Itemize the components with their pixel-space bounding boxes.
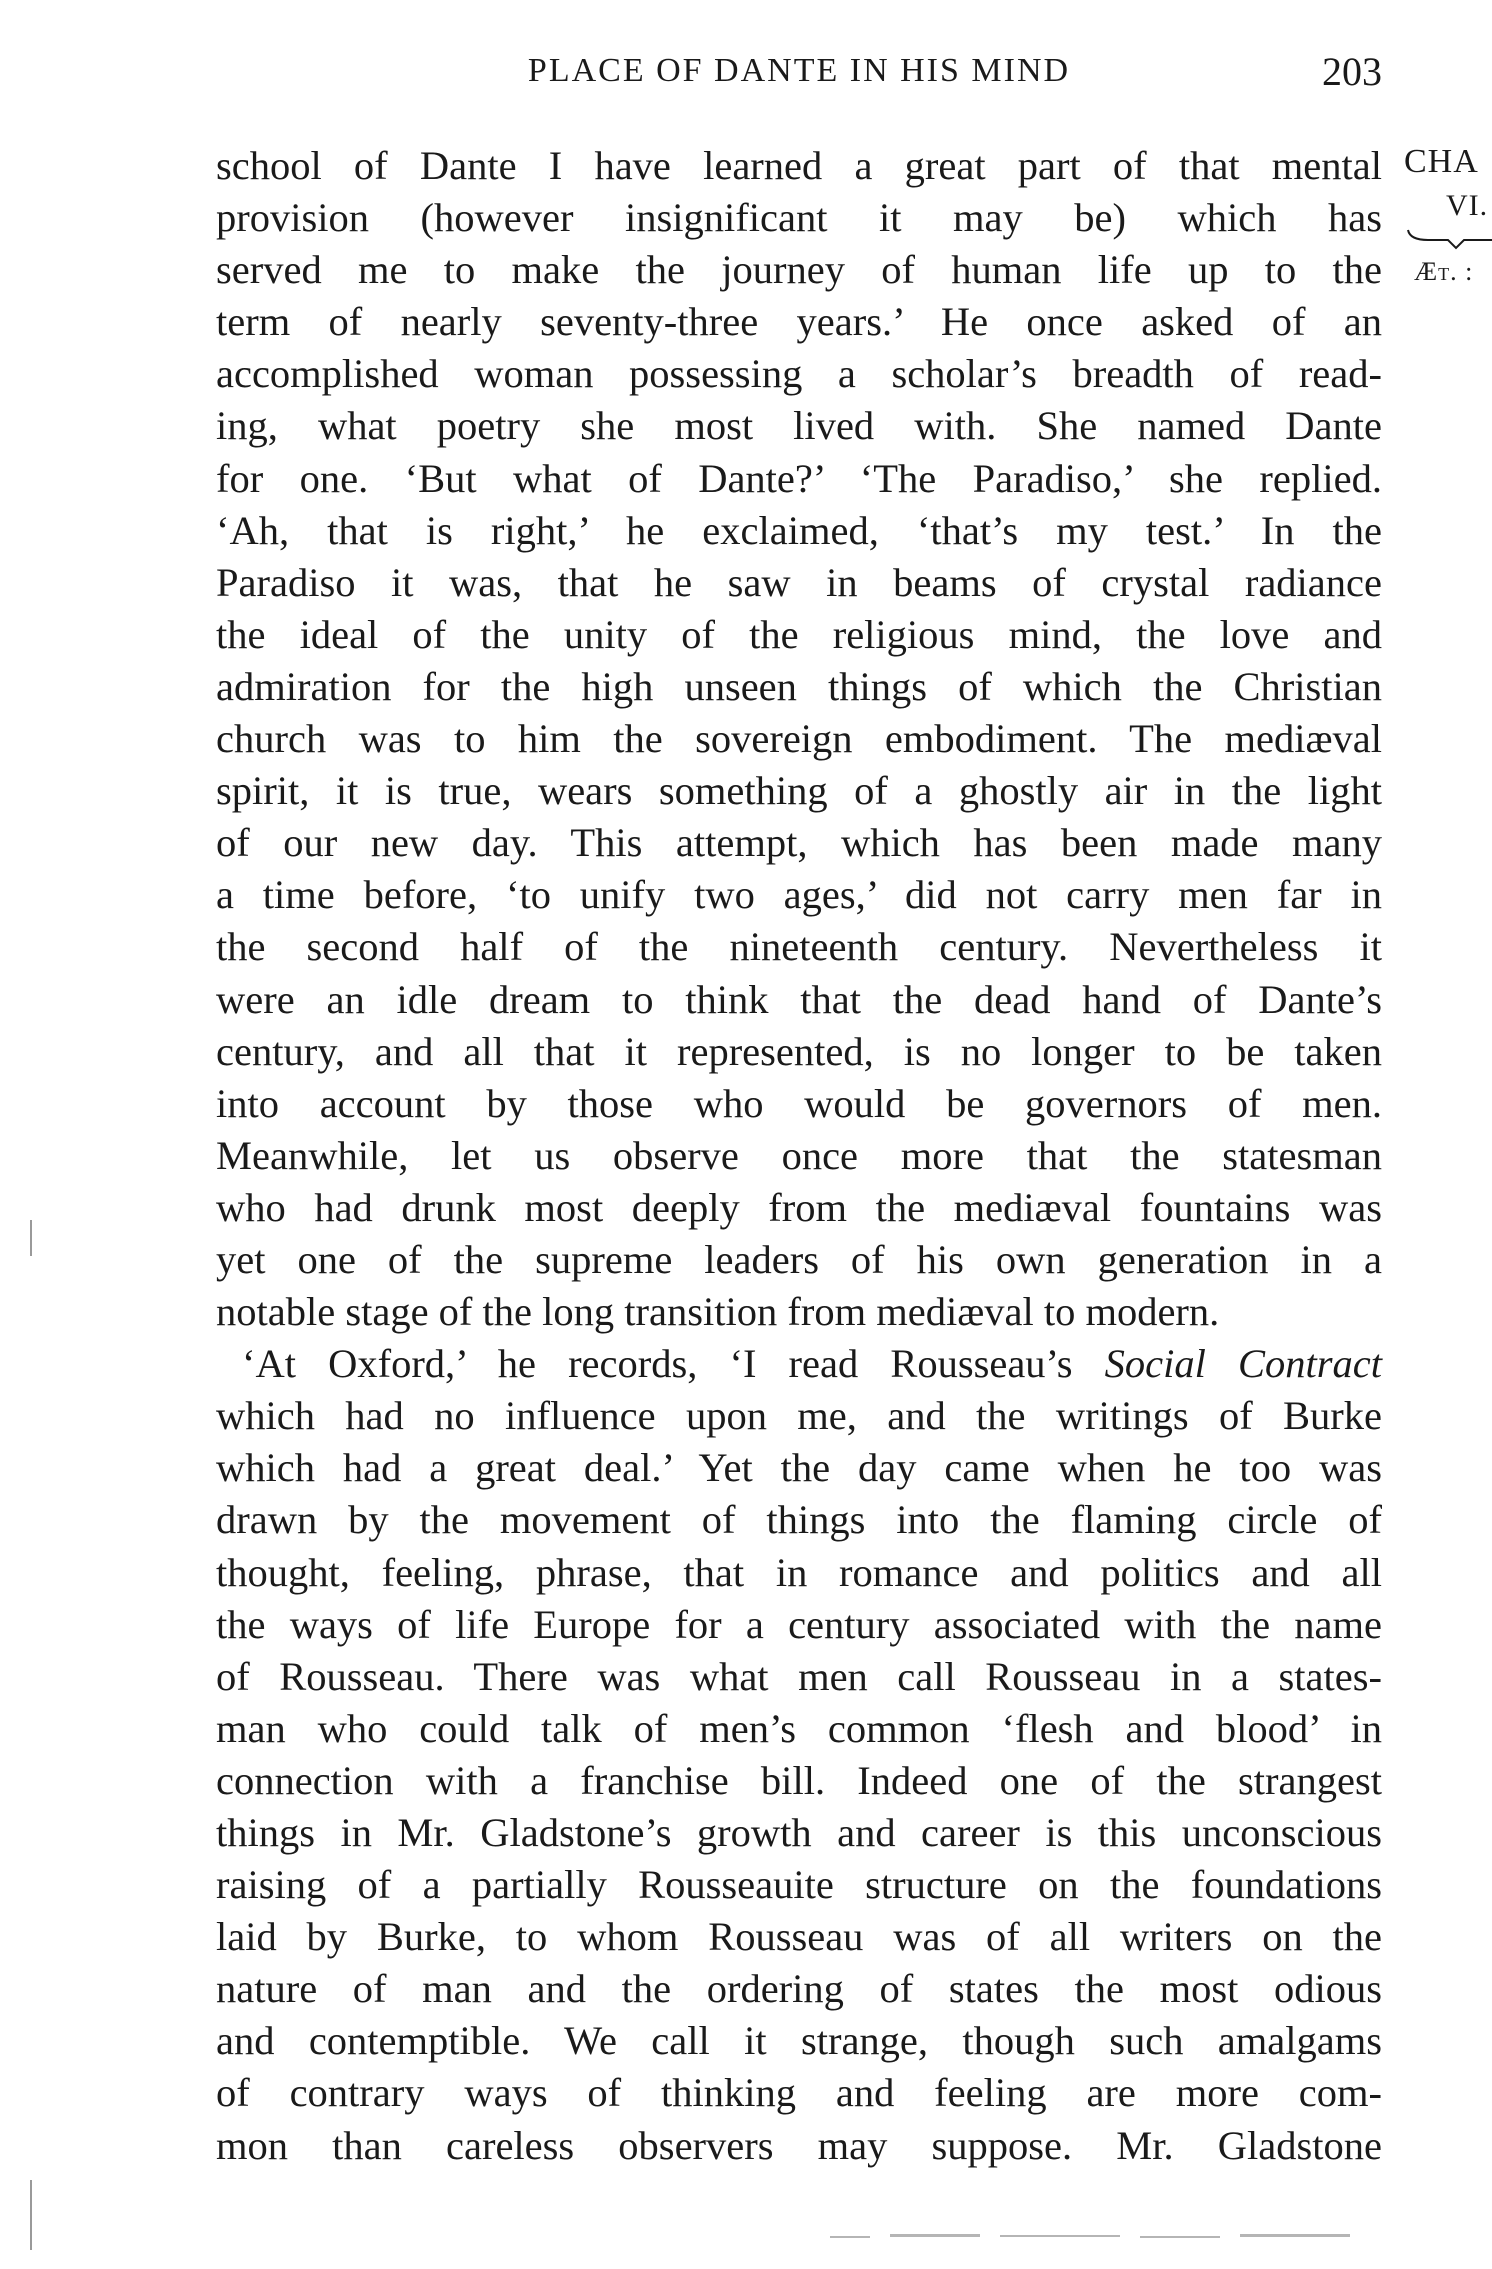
text-line: connection with a franchise bill. Indeed one of the strangest [216, 1757, 1382, 1803]
text-line-start: ‘At Oxford,’ he records, ‘I read Rousseau’s [242, 1341, 1073, 1387]
text-line: of Rousseau. There was what men call Rousseau in a states- [216, 1653, 1382, 1699]
text-line: thought, feeling, phrase, that in romance and politics and all [216, 1549, 1382, 1595]
text-line: which had a great deal.’ Yet the day came when he too was [216, 1445, 1382, 1491]
text-line: nature of man and the ordering of states the most odious [216, 1966, 1382, 2012]
text-line: were an idle dream to think that the dead hand of Dante’s [216, 976, 1382, 1022]
text-line: raising of a partially Rousseauite structure on the foundations [216, 1862, 1382, 1908]
text-line: admiration for the high unseen things of which the Christian [216, 663, 1382, 709]
text-line: school of Dante I have learned a great part of that mental [216, 143, 1382, 188]
text-line: provision (however insignificant it may be) which has [216, 195, 1382, 241]
running-title: PLACE OF DANTE IN HIS MIND [527, 52, 1071, 89]
margin-chapter-label: CHA [1404, 143, 1479, 180]
page-number: 203 [1322, 49, 1382, 94]
text-line-with-title [216, 1338, 1382, 1390]
text-line: and contemptible. We call it strange, though such amalgams [216, 2018, 1382, 2064]
text-line: a time before, ‘to unify two ages,’ did not carry men far in [216, 872, 1382, 918]
margin-age-label: Æt. : [1414, 257, 1474, 286]
margin-note [1404, 140, 1492, 294]
text-line: term of nearly seventy-three years.’ He once asked of an [216, 299, 1382, 345]
text-line: church was to him the sovereign embodiment. The mediæval [216, 716, 1382, 762]
text-line: into account by those who would be governors of men. [216, 1080, 1382, 1126]
text-line: the second half of the nineteenth century. Nevertheless it [216, 924, 1382, 970]
text-line: the ideal of the unity of the religious mind, the love and [216, 611, 1382, 657]
text-line: which had no influence upon me, and the writings of Burke [216, 1393, 1382, 1439]
text-line: the ways of life Europe for a century associated with the name [216, 1601, 1382, 1647]
text-line: ing, what poetry she most lived with. She named Dante [216, 403, 1382, 449]
text-line: things in Mr. Gladstone’s growth and career is this unconscious [216, 1810, 1382, 1855]
text-line: accomplished woman possessing a scholar’s breadth of read- [216, 351, 1382, 397]
text-line: Paradiso it was, that he saw in beams of crystal radiance [216, 559, 1382, 605]
book-title: Social Contract [1104, 1341, 1382, 1387]
gutter-mark [30, 1220, 32, 1256]
page-header [216, 49, 1382, 96]
text-line: Meanwhile, let us observe once more that the statesman [216, 1132, 1382, 1178]
gutter-mark [30, 2180, 32, 2250]
text-line: of contrary ways of thinking and feeling are more com- [216, 2070, 1382, 2116]
text-line: mon than careless observers may suppose. Mr. Gladstone [216, 2122, 1382, 2168]
text-line: yet one of the supreme leaders of his own generation in a [216, 1236, 1382, 1282]
brace-icon [1404, 228, 1492, 250]
text-line: century, and all that it represented, is no longer to be taken [216, 1028, 1382, 1074]
margin-chapter-number: VI. [1446, 189, 1489, 222]
print-specks [820, 2224, 1380, 2248]
text-line: laid by Burke, to whom Rousseau was of all writers on the [216, 1914, 1382, 1960]
text-line: for one. ‘But what of Dante?’ ‘The Paradiso,’ she replied. [216, 455, 1382, 501]
text-line: who had drunk most deeply from the mediæval fountains was [216, 1184, 1382, 1230]
text-line: served me to make the journey of human life up to the [216, 247, 1382, 293]
text-line: spirit, it is true, wears something of a ghostly air in the light [216, 768, 1382, 814]
text-line: notable stage of the long transition from mediæval to modern. [216, 1289, 1220, 1335]
text-line: of our new day. This attempt, which has been made many [216, 820, 1382, 866]
text-line: man who could talk of men’s common ‘flesh and blood’ in [216, 1705, 1382, 1751]
text-line: ‘Ah, that is right,’ he exclaimed, ‘that’s my test.’ In the [216, 507, 1382, 553]
body-text [216, 140, 1382, 2172]
text-line: drawn by the movement of things into the flaming circle of [216, 1497, 1382, 1543]
